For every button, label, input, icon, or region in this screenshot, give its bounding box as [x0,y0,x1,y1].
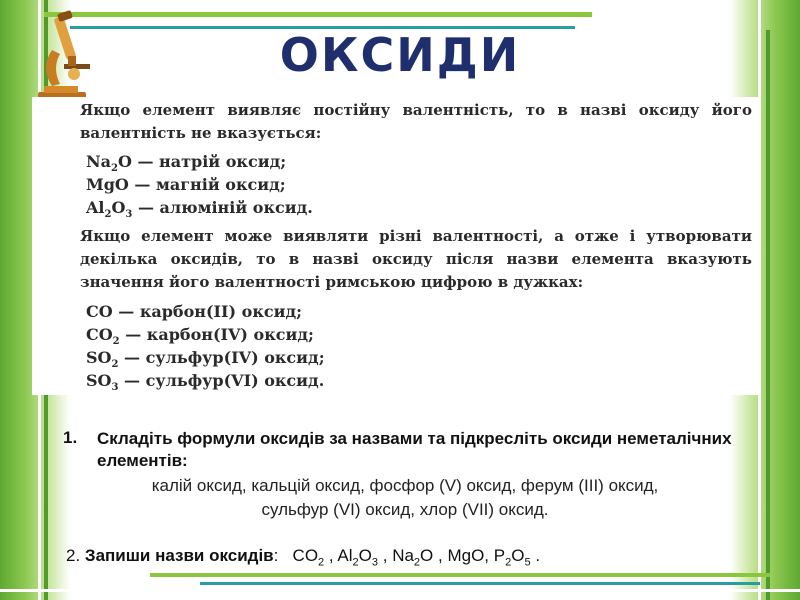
decor-line [766,30,770,600]
task-2-prompt: Запиши назви оксидів [84,546,274,565]
task-1-items-line: калій оксид, кальцій оксид, фосфор (V) оксид, ферум (III) оксид, [151,476,659,495]
decor-line [44,12,592,17]
task-2-number: 2. [66,546,81,565]
task-2-formula: $P_2O_5$ [493,546,531,569]
task-2: 2. Запиши назви оксидів: $CO_2$ , $Al_2O_3$ , $Na_2O$ , MgO, $P_2O_5$ . [66,546,541,569]
textbook-excerpt [32,97,760,395]
task-1-number: 1. [63,428,78,447]
formula-line: $Na_2O$ — натрій оксид; [86,152,287,175]
task-2-formula: MgO [447,546,485,565]
task-2-formula: $Al_2O_3$ [337,546,379,569]
rule-variable-valence: Якщо елемент може виявляти різні валентності, а отже і утворювати декілька оксидів, то в назві оксиду після назви елемента вказують значення його валентності римською цифрою в дужках: [80,227,752,291]
task-1-items [90,474,720,522]
decor-line [150,573,770,577]
formula-line: MgO — магній оксид; [86,175,286,194]
formula-line: $SO_2$ — сульфур(IV) оксид; [86,348,325,371]
formula-line: $CO_2$ — карбон(IV) оксид; [86,325,314,348]
decor-line [0,589,800,592]
formula-line: $Al_2O_3$ — алюміній оксид. [86,198,313,221]
rule-constant-valence: Якщо елемент виявляє постійну валентність, то в назві оксиду його валентність не вказується: [80,101,752,142]
task-1-items-line: сульфур (VI) оксид, хлор (VII) оксид. [261,500,549,519]
decor-line [200,582,760,585]
page-title: ОКСИДИ [279,28,521,82]
formula-line: CO — карбон(II) оксид; [86,302,303,321]
task-2-formula: $Na_2O$ [392,546,434,569]
task-1-prompt: Складіть формули оксидів за назвами та підкресліть оксиди неметалічних елементів: [97,429,732,470]
task-2-formula: $CO_2$ [292,546,325,569]
formula-line: $SO_3$ — сульфур(VI) оксид. [86,371,325,394]
